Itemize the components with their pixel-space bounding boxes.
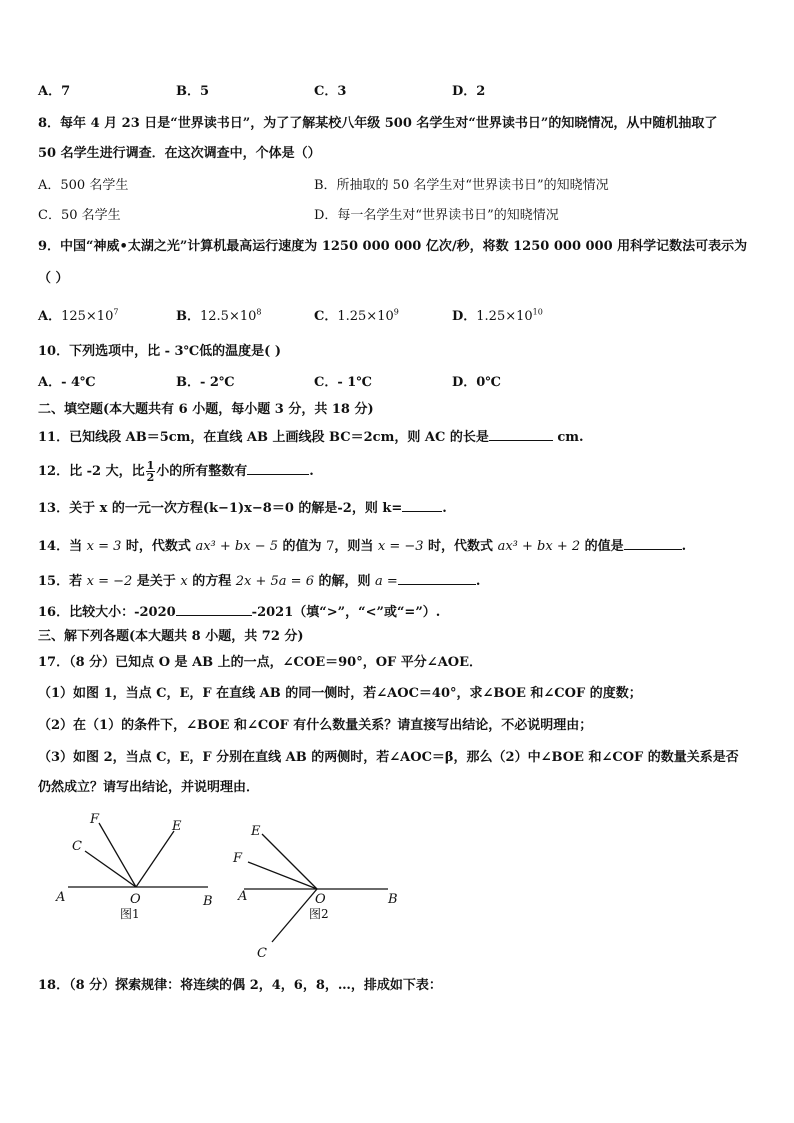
fig2-ray-of — [248, 862, 317, 889]
q9-option-c-exp: 9 — [393, 307, 399, 317]
q14-expression-2: ax³ + bx + 2 — [497, 539, 581, 554]
q17-figures — [52, 808, 412, 968]
q12-text-pre: 12．比 -2 大，比 — [38, 464, 145, 479]
q9-option-b-label: B． — [176, 309, 200, 324]
q9-stem-line2: （ ） — [38, 271, 69, 286]
q15-text-3: 的方程 — [187, 574, 236, 589]
q8-option-b: B．所抽取的 50 名学生对“世界读书日”的知晓情况 — [314, 178, 609, 193]
q14-end: . — [681, 539, 687, 554]
q17-part-3-line1: （3）如图 2，当点 C，E，F 分别在直线 AB 的两侧时，若∠AOC＝β，那么（2）中∠BOE 和∠COF 的数量关系是否 — [38, 750, 739, 765]
q8-stem-line2: 50 名学生进行调查．在这次调查中，个体是（） — [38, 146, 321, 161]
q15-math-a: a = — [375, 574, 398, 589]
q12 — [38, 460, 314, 483]
q15-text-4: 的解，则 — [313, 574, 376, 589]
q7-option-b: B．5 — [176, 84, 210, 99]
q9-option-a-base: 125×10 — [61, 309, 114, 324]
fig1-label-b: B — [203, 894, 213, 909]
q9-stem-line1: 9．中国“神威•太湖之光”计算机最高运行速度为 1250 000 000 亿次/秒，将数 1250 000 000 用科学记数法可表示为 — [38, 239, 748, 254]
fig2-label-e: E — [251, 824, 261, 839]
q14-expression-1: ax³ + bx − 5 — [195, 539, 278, 554]
q14-value-7: 7 — [326, 539, 335, 554]
q10-stem: 10．下列选项中，比 - 3℃低的温度是( ) — [38, 344, 281, 359]
q10-option-a: A．- 4℃ — [38, 375, 96, 390]
section-2-heading: 二、填空题(本大题共有 6 小题，每小题 3 分，共 18 分) — [38, 402, 374, 417]
fig1-label-f: F — [90, 812, 100, 827]
q13-text: 13．关于 x 的一元一次方程(k−1)x−8＝0 的解是-2，则 k= — [38, 501, 403, 516]
q16-text-post: -2021（填“>”，“<”或“=”）. — [251, 605, 441, 620]
q15-answer-blank — [398, 572, 476, 585]
fig1-caption: 图1 — [120, 907, 140, 921]
q9-option-c — [314, 309, 399, 325]
fig1-label-a: A — [56, 890, 66, 905]
q15-text-2: 是关于 — [132, 574, 181, 589]
fig1-ray-oe — [136, 831, 174, 887]
q11-text: 11．已知线段 AB＝5cm，在直线 AB 上画线段 BC＝2cm，则 AC 的长是 — [38, 430, 489, 445]
fig2-label-b: B — [388, 892, 398, 907]
fig1-label-o: O — [130, 892, 141, 907]
q12-end: . — [309, 464, 314, 479]
q9-option-d — [452, 309, 543, 325]
q17-stem: 17．（8 分）已知点 O 是 AB 上的一点，∠COE＝90°，OF 平分∠AOE． — [38, 655, 483, 670]
q15 — [38, 572, 480, 590]
q13-answer-blank — [402, 499, 442, 512]
fig1-ray-of — [99, 823, 136, 887]
q9-option-d-label: D． — [452, 309, 477, 324]
q14-text-1: 14．当 — [38, 539, 87, 554]
q16-text-pre: 16．比较大小：-2020 — [38, 605, 176, 620]
q16 — [38, 603, 440, 621]
q8-option-d: D．每一名学生对“世界读书日”的知晓情况 — [314, 208, 559, 223]
section-3-heading: 三、解下列各题(本大题共 8 小题，共 72 分) — [38, 629, 304, 644]
q9-option-b — [176, 309, 261, 325]
figure-1 — [68, 823, 208, 887]
q15-equation: 2x + 5a = 6 — [235, 574, 314, 589]
fig2-caption: 图2 — [309, 907, 329, 921]
q15-text-1: 15．若 — [38, 574, 87, 589]
q17-part-2: （2）在（1）的条件下，∠BOE 和∠COF 有什么数量关系？请直接写出结论，不必说明理由； — [38, 718, 593, 733]
q17-part-3-line2: 仍然成立？请写出结论，并说明理由． — [38, 780, 260, 795]
q15-end: . — [475, 574, 481, 589]
q11-unit: cm. — [552, 430, 584, 445]
q14-math-x3: x = 3 — [86, 539, 122, 554]
q11-answer-blank — [489, 428, 553, 441]
fig2-ray-oe — [262, 834, 317, 889]
q8-option-a: A．500 名学生 — [38, 178, 129, 193]
q12-answer-blank — [247, 462, 309, 475]
q11 — [38, 428, 584, 446]
fig1-ray-oc — [85, 851, 136, 887]
q14-text-2: 时，代数式 — [121, 539, 196, 554]
fig1-label-c: C — [72, 839, 82, 854]
q9-option-c-label: C． — [314, 309, 338, 324]
q9-option-a-exp: 7 — [113, 307, 119, 317]
q14-answer-blank — [624, 537, 682, 550]
q10-option-b: B．- 2℃ — [176, 375, 235, 390]
q10-option-d: D．0℃ — [452, 375, 501, 390]
fig1-label-e: E — [172, 819, 182, 834]
q15-math-var: x — [180, 574, 188, 589]
q9-option-d-exp: 10 — [532, 307, 543, 317]
q15-math-x: x = −2 — [86, 574, 133, 589]
q14-text-3: 的值为 — [278, 539, 327, 554]
q12-fraction — [146, 460, 156, 483]
q9-option-a-label: A． — [38, 309, 62, 324]
q14 — [38, 537, 686, 555]
q9-option-b-exp: 8 — [256, 307, 262, 317]
q10-option-c: C．- 1℃ — [314, 375, 372, 390]
q13 — [38, 499, 447, 517]
q7-option-d: D．2 — [452, 84, 486, 99]
q14-text-6: 的值是 — [580, 539, 624, 554]
q8-stem-line1: 8．每年 4 月 23 日是“世界读书日”，为了了解某校八年级 500 名学生对“世界读书日”的知晓情况，从中随机抽取了 — [38, 116, 718, 131]
q9-option-d-base: 1.25×10 — [476, 309, 533, 324]
fig2-label-c: C — [257, 946, 267, 961]
q14-math-x-neg3: x = −3 — [377, 539, 424, 554]
fig2-label-f: F — [233, 851, 243, 866]
q12-text-post: 小的所有整数有 — [156, 464, 248, 479]
fig2-label-a: A — [238, 889, 248, 904]
q9-option-b-base: 12.5×10 — [200, 309, 257, 324]
q7-option-a: A．7 — [38, 84, 71, 99]
q18-stem: 18．（8 分）探索规律：将连续的偶 2，4，6，8，…，排成如下表： — [38, 978, 442, 993]
fig2-label-o: O — [315, 892, 326, 907]
q14-text-5: 时，代数式 — [423, 539, 498, 554]
q17-part-1: （1）如图 1，当点 C，E，F 在直线 AB 的同一侧时，若∠AOC＝40°，求∠BOE 和∠COF 的度数； — [38, 686, 642, 701]
figure-2 — [244, 834, 388, 942]
q8-option-c: C．50 名学生 — [38, 208, 121, 223]
q12-fraction-numerator: 1 — [146, 459, 155, 472]
q13-end: . — [442, 501, 447, 516]
q16-answer-blank — [176, 603, 252, 616]
q9-option-c-base: 1.25×10 — [337, 309, 394, 324]
q9-option-a — [38, 309, 118, 325]
q14-text-4: ，则当 — [334, 539, 378, 554]
q7-option-c: C．3 — [314, 84, 347, 99]
q12-fraction-denominator: 2 — [146, 471, 155, 484]
